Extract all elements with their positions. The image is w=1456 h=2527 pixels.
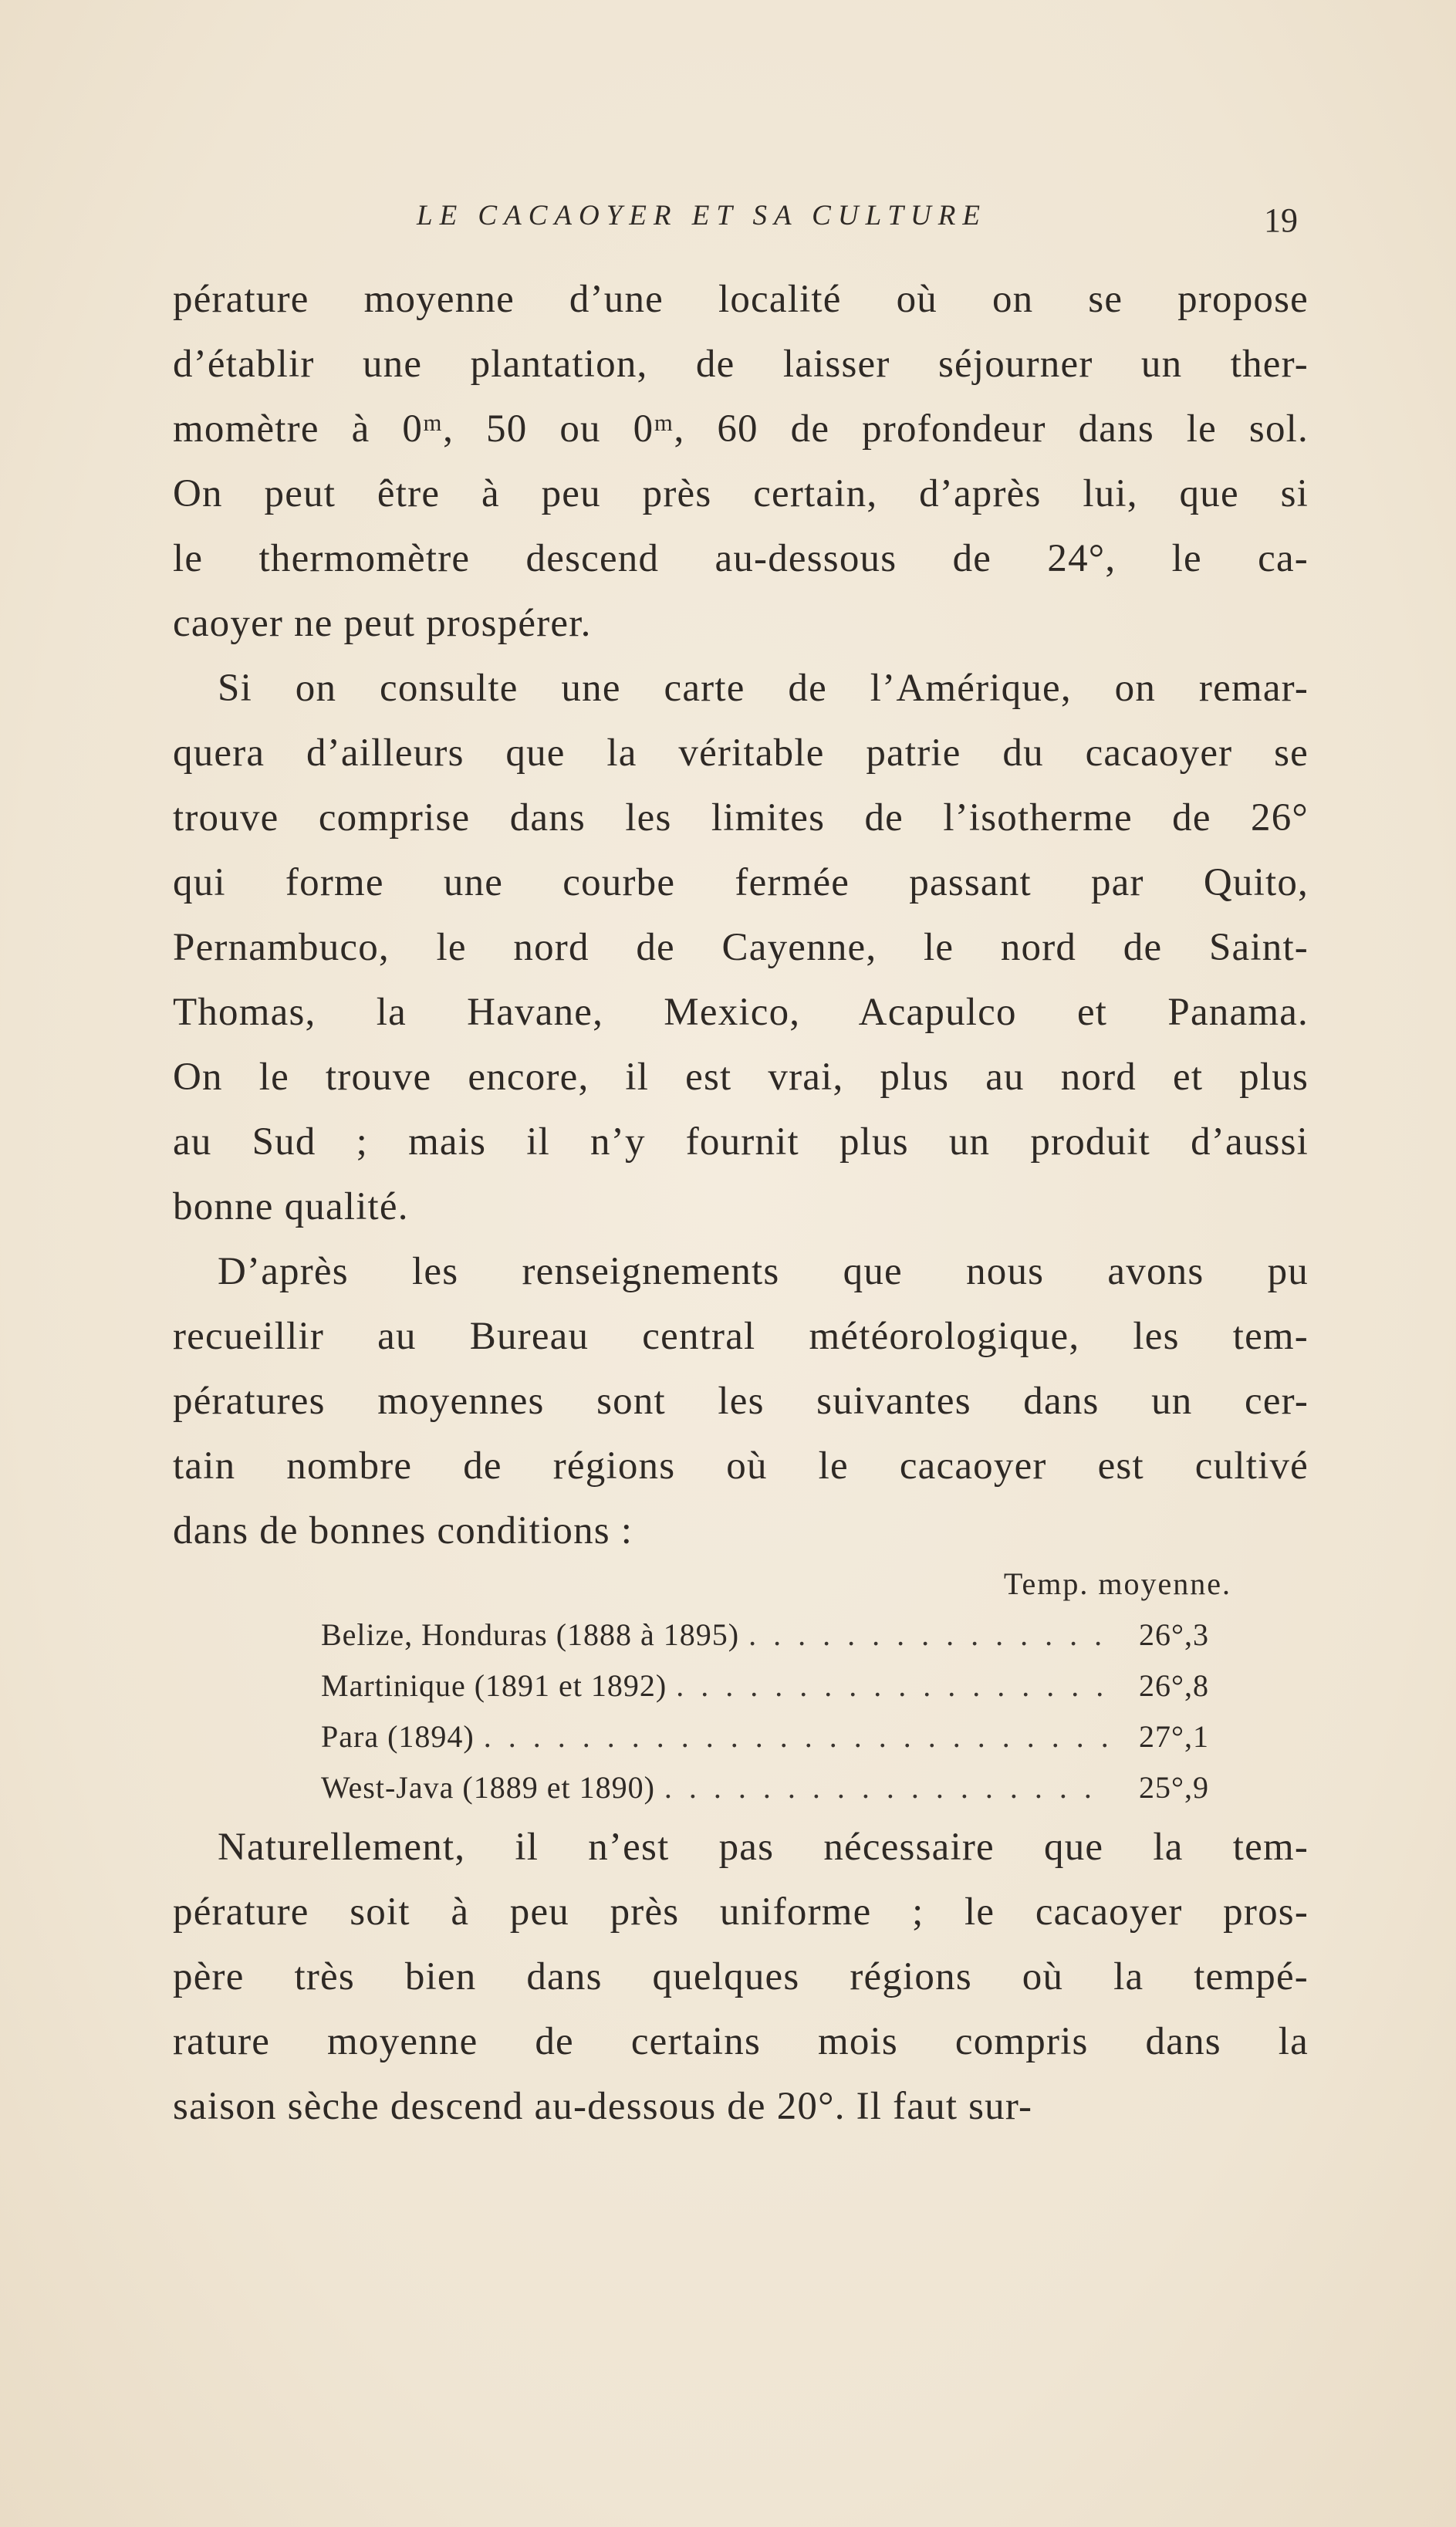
table-row-label: Belize, Honduras (1888 à 1895) bbox=[321, 1617, 740, 1652]
table-column-header: Temp. moyenne. bbox=[1003, 1566, 1231, 1601]
text-line: qui forme une courbe fermée passant par Quito, bbox=[173, 861, 1309, 904]
table-row-label: Martinique (1891 et 1892) bbox=[321, 1668, 667, 1703]
text-line: On peut être à peu près certain, d’après lui, que si bbox=[173, 472, 1309, 515]
table-row bbox=[321, 1610, 1231, 1660]
text-line: dans de bonnes conditions : bbox=[173, 1509, 633, 1552]
text-line: père très bien dans quelques régions où la tempé- bbox=[173, 1955, 1309, 1998]
page-number: 19 bbox=[1264, 201, 1298, 239]
text-line: pérature moyenne d’une localité où on se propose bbox=[173, 278, 1309, 321]
temperature-table bbox=[321, 1559, 1231, 1813]
text-line: Naturellement, il n’est pas nécessaire que la tem- bbox=[218, 1826, 1309, 1869]
text-line: pératures moyennes sont les suivantes dans un cer- bbox=[173, 1380, 1309, 1423]
table-row-value: 26°,8 bbox=[1139, 1668, 1209, 1703]
table-row bbox=[321, 1762, 1231, 1813]
table-row-value: 27°,1 bbox=[1139, 1719, 1209, 1754]
text-line: On le trouve encore, il est vrai, plus au nord et plus bbox=[173, 1056, 1309, 1099]
text-line: au Sud ; mais il n’y fournit plus un produit d’aussi bbox=[173, 1120, 1309, 1164]
text-line: recueillir au Bureau central météorologique, les tem- bbox=[173, 1315, 1309, 1358]
text-line: caoyer ne peut prospérer. bbox=[173, 602, 592, 645]
table-row-value: 26°,3 bbox=[1139, 1617, 1209, 1652]
text-line: d’établir une plantation, de laisser séjourner un ther- bbox=[173, 343, 1309, 386]
table-row bbox=[321, 1660, 1231, 1711]
dot-leader bbox=[667, 1660, 1108, 1711]
table-rows bbox=[321, 1610, 1231, 1813]
text-line: pérature soit à peu près uniforme ; le cacaoyer pros- bbox=[173, 1890, 1309, 1934]
body-text-bottom bbox=[173, 1815, 1309, 2139]
table-row bbox=[321, 1711, 1231, 1762]
table-row-value: 25°,9 bbox=[1139, 1770, 1209, 1805]
running-title: LE CACAOYER ET SA CULTURE bbox=[417, 200, 987, 231]
text-line: saison sèche descend au-dessous de 20°. Il faut sur- bbox=[173, 2085, 1033, 2128]
body-text-top bbox=[173, 267, 1309, 1563]
dot-leader bbox=[655, 1762, 1108, 1813]
text-line: Si on consulte une carte de l’Amérique, on remar- bbox=[218, 667, 1309, 710]
text-line: bonne qualité. bbox=[173, 1185, 409, 1228]
text-line: momètre à 0ᵐ, 50 ou 0ᵐ, 60 de profondeur dans le sol. bbox=[173, 407, 1309, 451]
text-line: rature moyenne de certains mois compris dans la bbox=[173, 2020, 1309, 2063]
text-line: quera d’ailleurs que la véritable patrie du cacaoyer se bbox=[173, 731, 1309, 775]
text-line: le thermomètre descend au-dessous de 24°, le ca- bbox=[173, 537, 1309, 580]
text-line: tain nombre de régions où le cacaoyer est cultivé bbox=[173, 1444, 1309, 1488]
text-line: D’après les renseignements que nous avons pu bbox=[218, 1250, 1309, 1293]
table-row-label: Para (1894) bbox=[321, 1719, 475, 1754]
table-row-label: West-Java (1889 et 1890) bbox=[321, 1770, 655, 1805]
dot-leader bbox=[475, 1711, 1108, 1762]
dot-leader bbox=[739, 1610, 1108, 1660]
text-line: trouve comprise dans les limites de l’isotherme de 26° bbox=[173, 796, 1309, 840]
text-line: Thomas, la Havane, Mexico, Acapulco et Panama. bbox=[173, 991, 1309, 1034]
text-line: Pernambuco, le nord de Cayenne, le nord de Saint- bbox=[173, 926, 1309, 969]
